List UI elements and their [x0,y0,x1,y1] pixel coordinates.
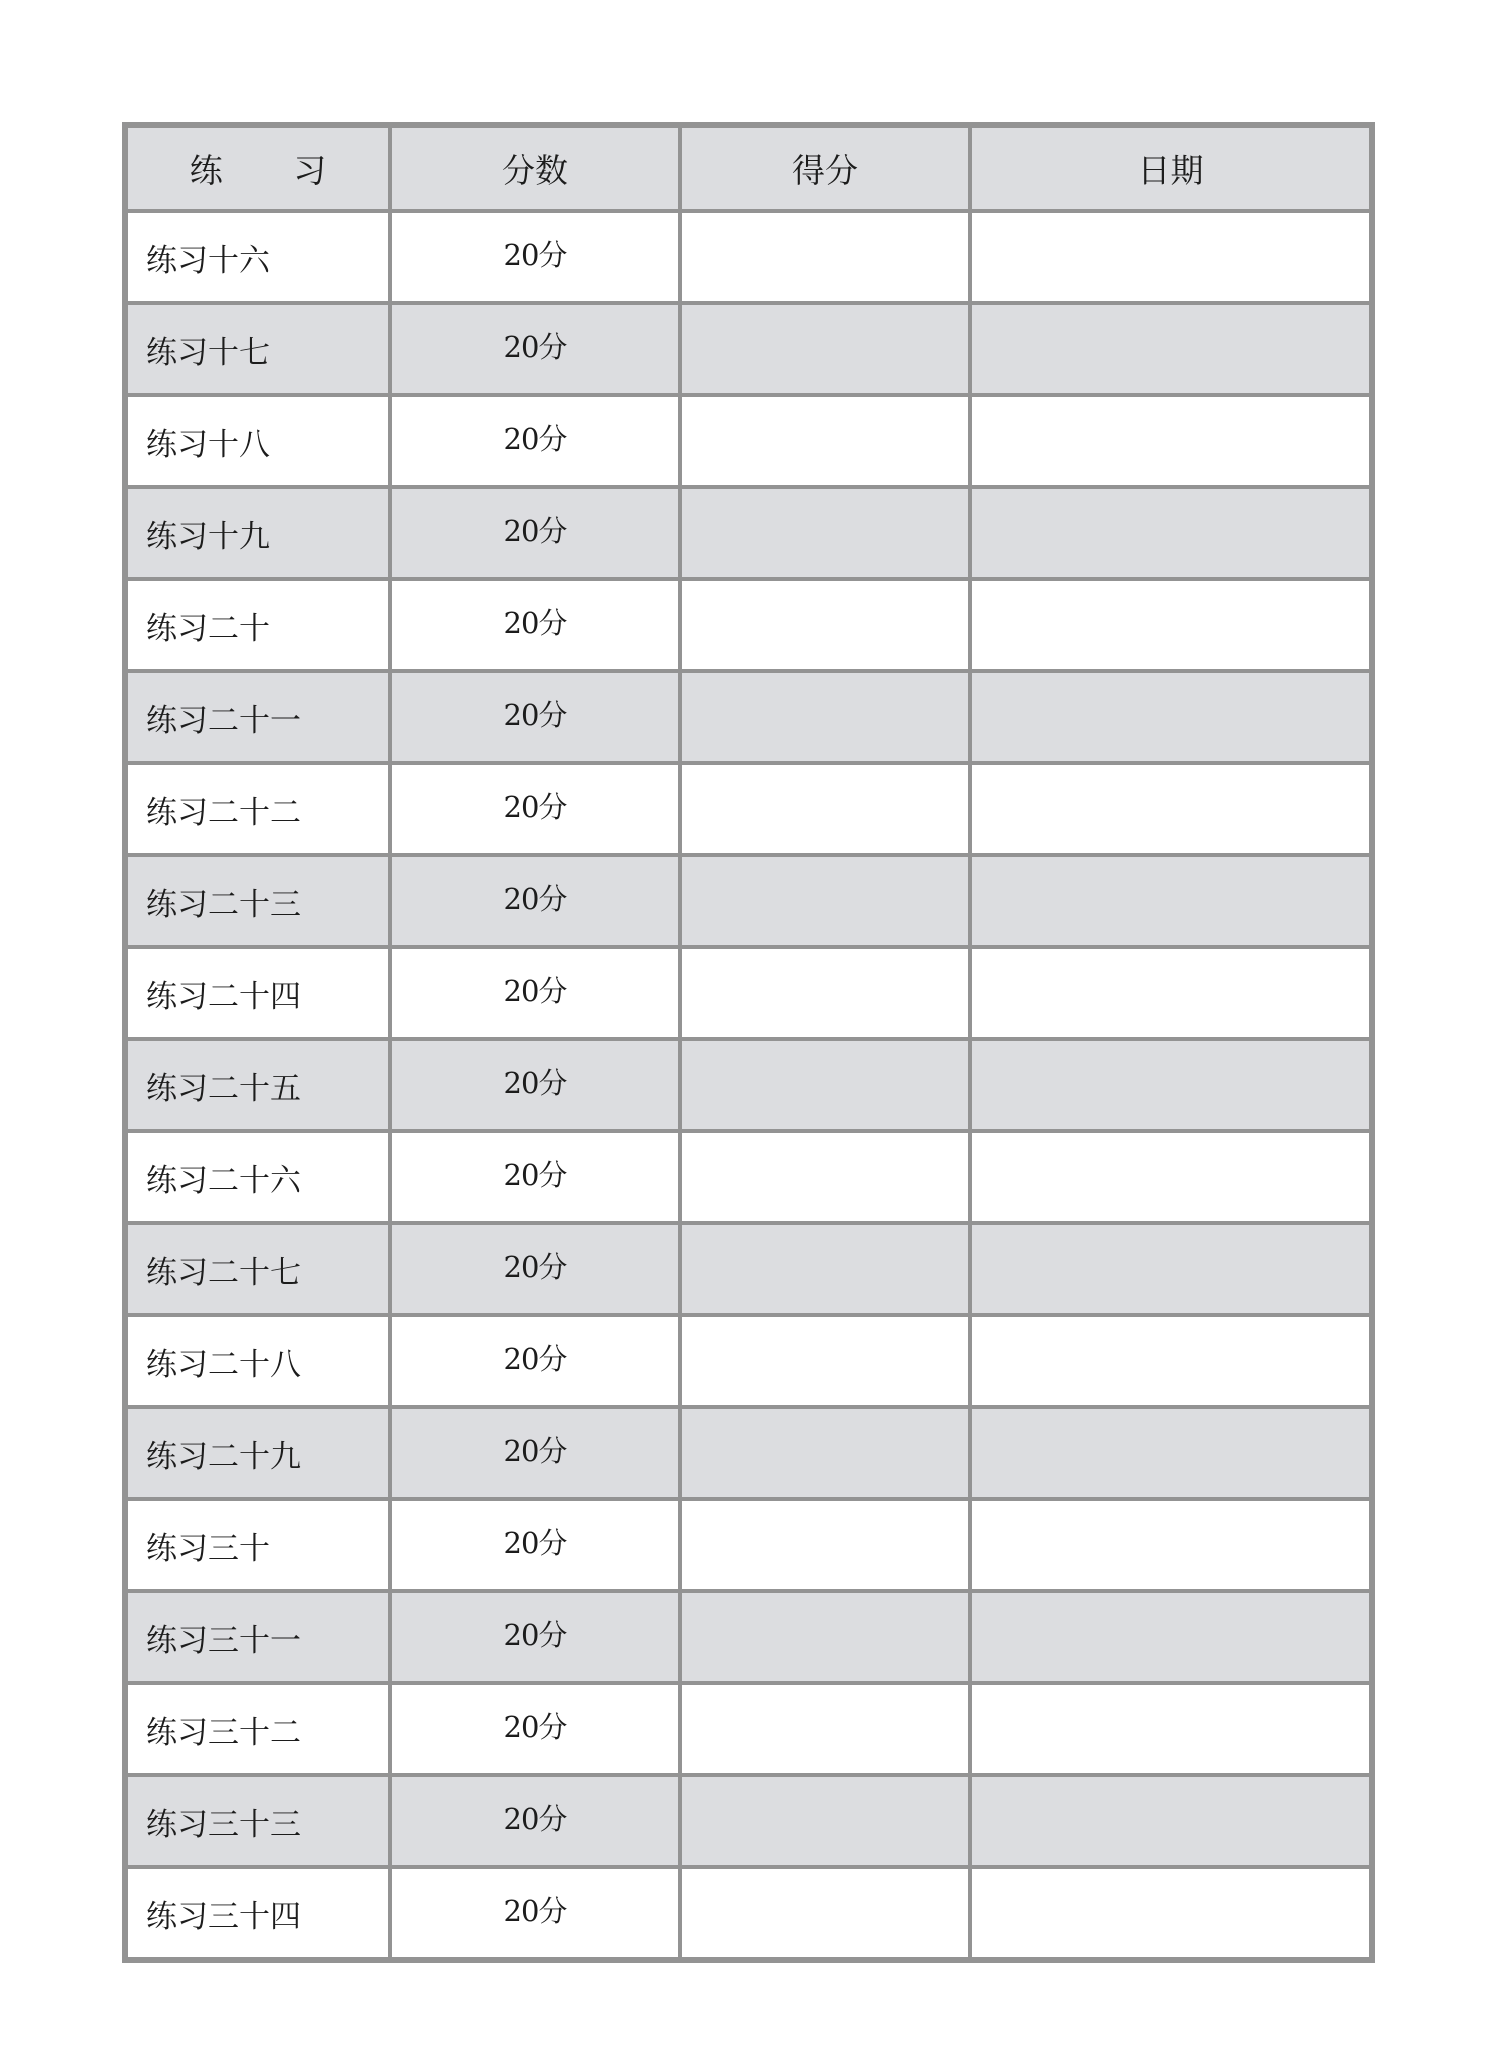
header-row [125,125,1372,211]
points-cell: 20分 [390,855,680,947]
exercise-name-cell: 练习二十二 [125,763,390,855]
table-row [125,671,1372,763]
date-input-cell[interactable] [970,671,1372,763]
date-input-cell[interactable] [970,1131,1372,1223]
score-input-cell[interactable] [680,855,970,947]
table-row [125,487,1372,579]
exercise-name-cell: 练习十六 [125,211,390,303]
exercise-name-cell: 练习二十三 [125,855,390,947]
score-input-cell[interactable] [680,947,970,1039]
exercise-name-cell: 练习二十七 [125,1223,390,1315]
points-cell: 20分 [390,1315,680,1407]
points-cell: 20分 [390,1775,680,1867]
points-cell: 20分 [390,487,680,579]
exercise-name-cell: 练习二十四 [125,947,390,1039]
header-score: 得分 [680,125,970,211]
score-input-cell[interactable] [680,1775,970,1867]
score-input-cell[interactable] [680,395,970,487]
points-cell: 20分 [390,303,680,395]
table-row [125,763,1372,855]
date-input-cell[interactable] [970,1591,1372,1683]
points-cell: 20分 [390,211,680,303]
table-row [125,1315,1372,1407]
score-input-cell[interactable] [680,1039,970,1131]
table-row [125,1131,1372,1223]
points-cell: 20分 [390,1499,680,1591]
table-row [125,1499,1372,1591]
table-row [125,1039,1372,1131]
points-cell: 20分 [390,763,680,855]
exercise-name-cell: 练习二十八 [125,1315,390,1407]
exercise-name-cell: 练习二十 [125,579,390,671]
points-cell: 20分 [390,395,680,487]
date-input-cell[interactable] [970,1223,1372,1315]
date-input-cell[interactable] [970,211,1372,303]
points-cell: 20分 [390,1131,680,1223]
table-row [125,303,1372,395]
date-input-cell[interactable] [970,947,1372,1039]
score-input-cell[interactable] [680,579,970,671]
exercise-name-cell: 练习二十一 [125,671,390,763]
exercise-name-cell: 练习十七 [125,303,390,395]
score-input-cell[interactable] [680,763,970,855]
exercise-name-cell: 练习三十三 [125,1775,390,1867]
table-row [125,1407,1372,1499]
score-input-cell[interactable] [680,1683,970,1775]
date-input-cell[interactable] [970,1867,1372,1960]
points-cell: 20分 [390,1867,680,1960]
score-input-cell[interactable] [680,1223,970,1315]
date-input-cell[interactable] [970,1683,1372,1775]
points-cell: 20分 [390,1039,680,1131]
header-points: 分数 [390,125,680,211]
points-cell: 20分 [390,1223,680,1315]
header-exercise: 练 习 [125,125,390,211]
table-row [125,1223,1372,1315]
date-input-cell[interactable] [970,1039,1372,1131]
points-cell: 20分 [390,579,680,671]
table-row [125,579,1372,671]
score-input-cell[interactable] [680,1131,970,1223]
exercise-name-cell: 练习十八 [125,395,390,487]
exercise-score-table [122,122,1375,1963]
table-row [125,947,1372,1039]
score-input-cell[interactable] [680,671,970,763]
points-cell: 20分 [390,947,680,1039]
table-row [125,1775,1372,1867]
exercise-name-cell: 练习二十五 [125,1039,390,1131]
score-input-cell[interactable] [680,211,970,303]
table-row [125,1867,1372,1960]
table-row [125,1591,1372,1683]
date-input-cell[interactable] [970,1315,1372,1407]
exercise-name-cell: 练习三十一 [125,1591,390,1683]
date-input-cell[interactable] [970,303,1372,395]
score-input-cell[interactable] [680,487,970,579]
header-date: 日期 [970,125,1372,211]
score-input-cell[interactable] [680,1315,970,1407]
date-input-cell[interactable] [970,763,1372,855]
points-cell: 20分 [390,671,680,763]
score-input-cell[interactable] [680,1867,970,1960]
date-input-cell[interactable] [970,1407,1372,1499]
exercise-name-cell: 练习三十 [125,1499,390,1591]
score-input-cell[interactable] [680,1591,970,1683]
date-input-cell[interactable] [970,1499,1372,1591]
exercise-name-cell: 练习十九 [125,487,390,579]
table-row [125,395,1372,487]
exercise-name-cell: 练习二十六 [125,1131,390,1223]
exercise-name-cell: 练习三十四 [125,1867,390,1960]
table-row [125,855,1372,947]
points-cell: 20分 [390,1591,680,1683]
exercise-name-cell: 练习二十九 [125,1407,390,1499]
points-cell: 20分 [390,1683,680,1775]
score-input-cell[interactable] [680,1499,970,1591]
table-row [125,1683,1372,1775]
date-input-cell[interactable] [970,395,1372,487]
date-input-cell[interactable] [970,487,1372,579]
table-row [125,211,1372,303]
points-cell: 20分 [390,1407,680,1499]
date-input-cell[interactable] [970,855,1372,947]
score-input-cell[interactable] [680,1407,970,1499]
date-input-cell[interactable] [970,1775,1372,1867]
date-input-cell[interactable] [970,579,1372,671]
score-input-cell[interactable] [680,303,970,395]
exercise-name-cell: 练习三十二 [125,1683,390,1775]
